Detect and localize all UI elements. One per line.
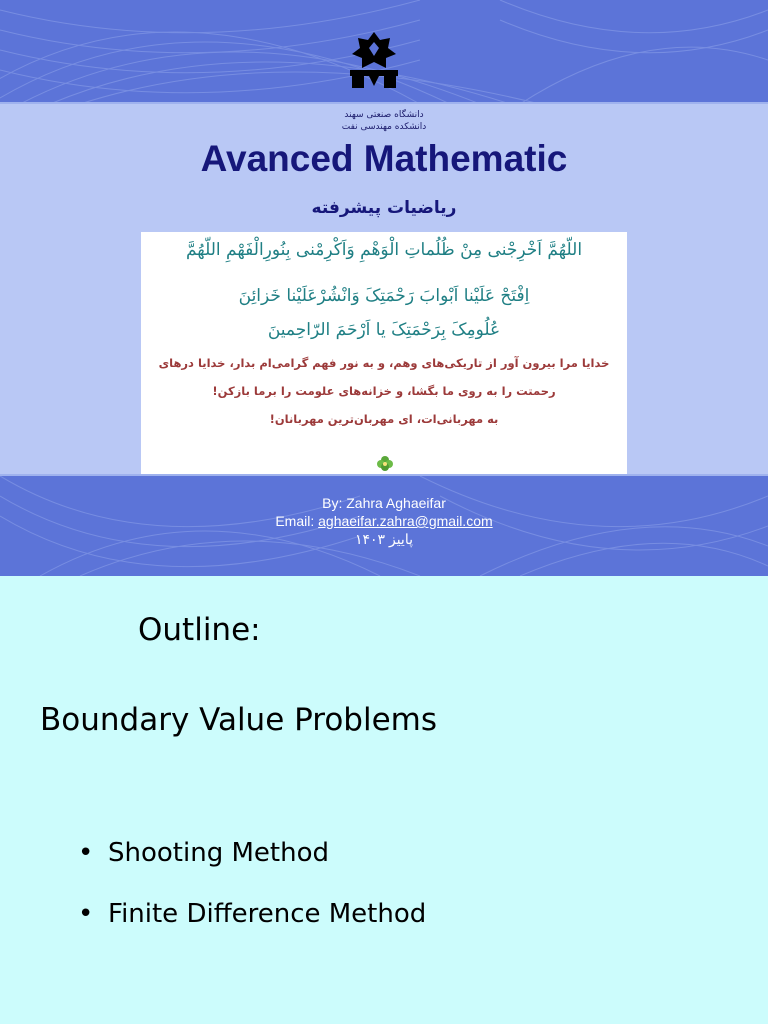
list-item-label: Shooting Method <box>108 838 329 868</box>
university-line: دانشگاه صنعتی سهند <box>344 110 424 120</box>
prayer-persian-line: رحمتت را به روی ما بگشا، و خزانه‌های علومت را برما بازکن! <box>212 384 556 398</box>
email-label: Email: <box>275 513 319 529</box>
prayer-arabic-line: عُلُومِکَ بِرَحْمَتِکَ یا اَرْحَمَ الرّاحِمینَ <box>267 320 501 340</box>
outline-slide <box>0 576 768 1024</box>
bullet-icon: • <box>78 838 94 868</box>
author-line: By: Zahra Aghaeifar <box>322 495 446 511</box>
prayer-persian-line: خدایا مرا بیرون آور از تاریکی‌های وهم، و به نور فهم گرامی‌ام بدار، خدایا درهای <box>158 356 610 370</box>
bullet-icon: • <box>78 899 94 929</box>
prayer-image <box>141 232 627 474</box>
prayer-arabic-line: اِفْتَحْ عَلَیْنا اَبْوابَ رَحْمَتِکَ وَانْشُرْعَلَیْنا خَزائِنَ <box>238 286 530 306</box>
semester-date: پاییز ۱۴۰۳ <box>355 531 413 547</box>
slide-subtitle-fa: ریاضیات پیشرفته <box>311 198 457 218</box>
slide-title: Avanced Mathematic <box>200 138 568 179</box>
list-item <box>78 838 329 868</box>
prayer-persian-line: به مهربانی‌ات، ای مهربان‌ترین مهربانان! <box>269 412 499 426</box>
list-item <box>78 899 426 929</box>
flower-icon <box>376 455 394 473</box>
author-block <box>0 494 768 548</box>
list-item-label: Finite Difference Method <box>108 899 427 929</box>
prayer-arabic-line: اللّهُمَّ اَخْرِجْنی مِنْ ظُلُماتِ الْوَهْمِ وَاَکْرِمْنی بِنُورِالْفَهْمِ اللّهُمَّ <box>185 240 583 260</box>
outline-title: Outline: <box>138 612 261 648</box>
email-line <box>0 512 768 530</box>
topic-heading: Boundary Value Problems <box>40 702 438 738</box>
email-link[interactable]: aghaeifar.zahra@gmail.com <box>318 513 493 529</box>
faculty-line: دانشکده مهندسی نفت <box>341 122 427 132</box>
university-name <box>0 109 768 133</box>
university-logo-icon <box>346 30 402 90</box>
